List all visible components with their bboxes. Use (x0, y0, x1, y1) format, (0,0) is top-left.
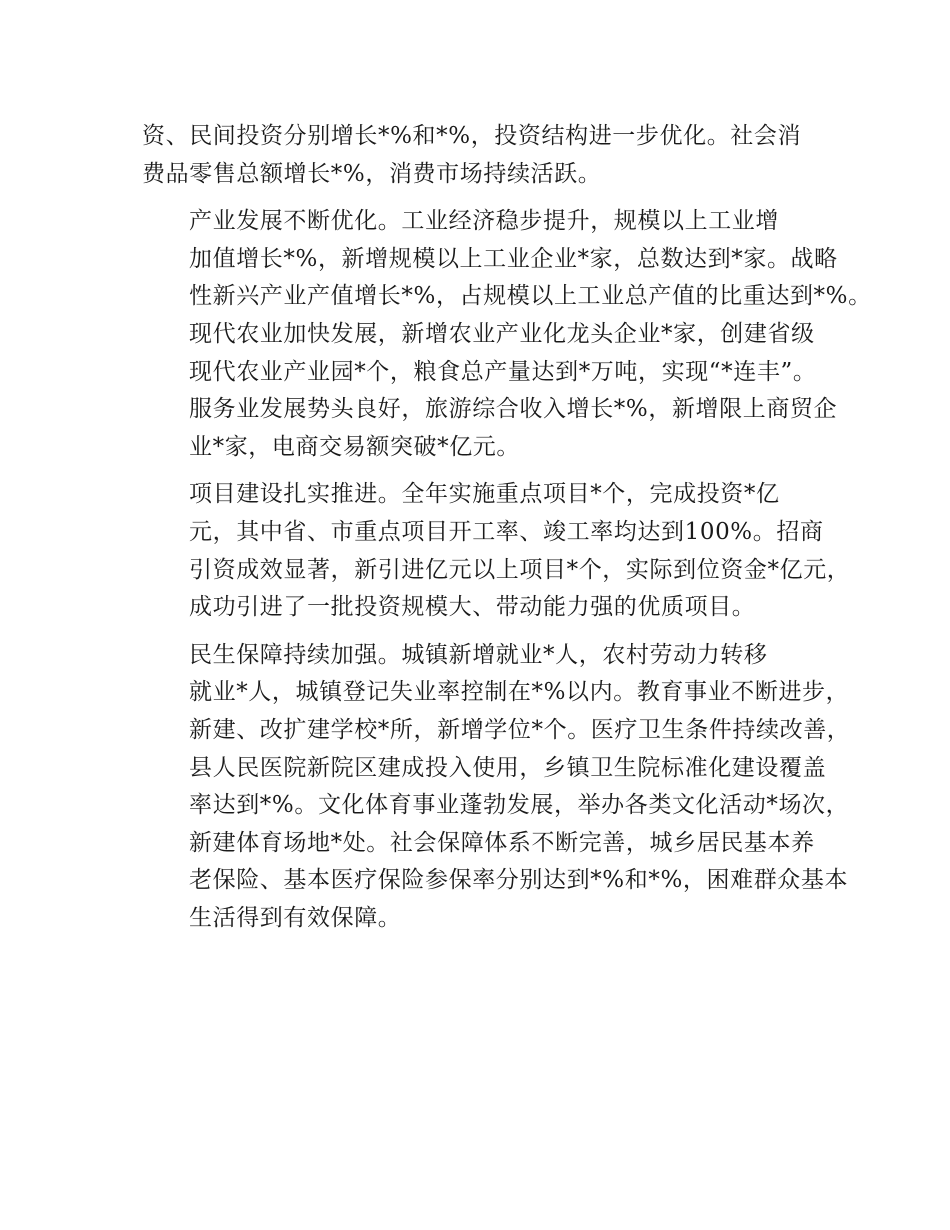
paragraph-investment (142, 118, 810, 193)
text-line: 率达到*%。文化体育事业蓬勃发展，举办各类文化活动*场次， (189, 792, 850, 819)
text-line: 元，其中省、市重点项目开工率、竣工率均达到100%。招商 (189, 518, 824, 545)
text-line: 产业发展不断优化。工业经济稳步提升，规模以上工业增 (189, 208, 779, 235)
text-line: 费品零售总额增长*%，消费市场持续活跃。 (142, 160, 602, 187)
text-line: 生活得到有效保障。 (189, 904, 402, 931)
paragraph-industry (142, 203, 872, 466)
document-page (142, 118, 872, 947)
text-line: 成功引进了一批投资规模大、带动能力强的优质项目。 (189, 594, 756, 621)
text-line: 性新兴产业产值增长*%，占规模以上工业总产值的比重达到*%。 (189, 283, 872, 310)
text-line: 引资成效显著，新引进亿元以上项目*个，实际到位资金*亿元， (189, 556, 851, 583)
text-line: 就业*人，城镇登记失业率控制在*%以内。教育事业不断进步， (189, 679, 850, 706)
text-line: 业*家，电商交易额突破*亿元。 (189, 433, 520, 460)
paragraph-projects (142, 476, 851, 626)
text-line: 县人民医院新院区建成投入使用，乡镇卫生院标准化建设覆盖 (189, 754, 827, 781)
paragraph-livelihood (142, 637, 851, 938)
text-line: 新建体育场地*处。社会保障体系不断完善，城乡居民基本养 (189, 829, 815, 856)
text-line: 现代农业加快发展，新增农业产业化龙头企业*家，创建省级 (189, 320, 815, 347)
text-line: 现代农业产业园*个，粮食总产量达到*万吨，实现“*连丰”。 (189, 358, 817, 385)
text-line: 老保险、基本医疗保险参保率分别达到*%和*%，困难群众基本 (189, 867, 849, 894)
text-line: 加值增长*%，新增规模以上工业企业*家，总数达到*家。战略 (189, 245, 838, 272)
text-line: 项目建设扎实推进。全年实施重点项目*个，完成投资*亿 (189, 481, 780, 508)
text-line: 民生保障持续加强。城镇新增就业*人，农村劳动力转移 (189, 641, 768, 668)
text-line: 资、民间投资分别增长*%和*%，投资结构进一步优化。社会消 (142, 123, 802, 149)
text-line: 服务业发展势头良好，旅游综合收入增长*%，新增限上商贸企 (189, 396, 838, 423)
text-line: 新建、改扩建学校*所，新增学位*个。医疗卫生条件持续改善， (189, 716, 851, 743)
